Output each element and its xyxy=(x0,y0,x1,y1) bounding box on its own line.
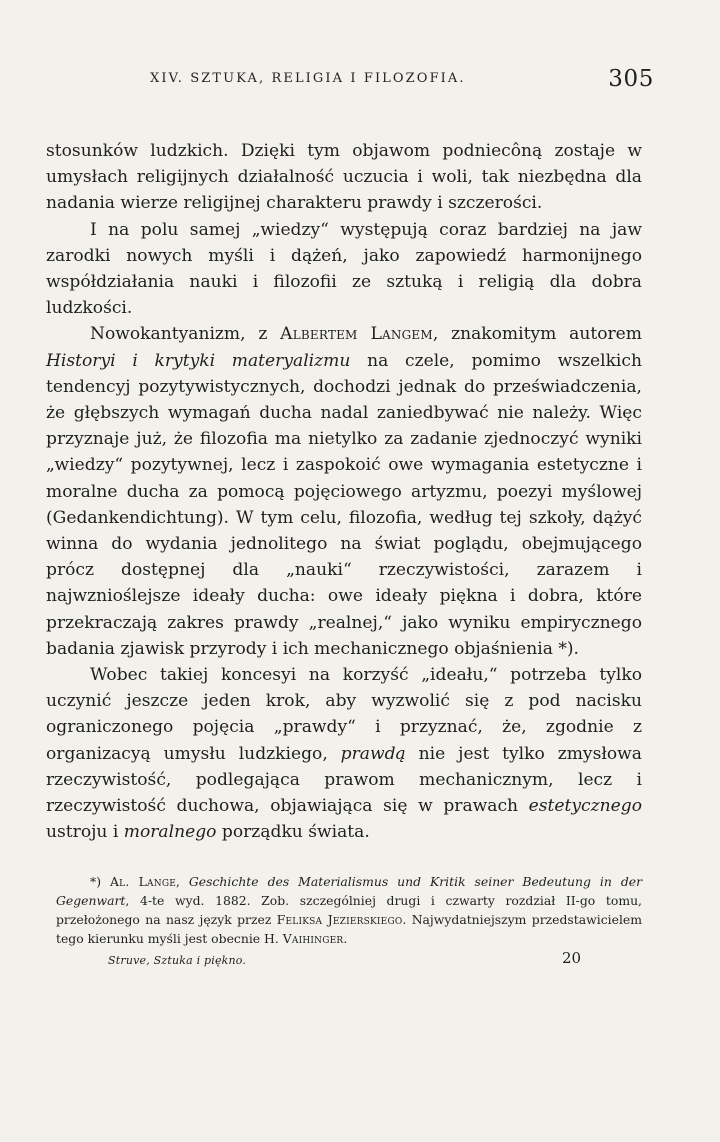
footnote-paragraph xyxy=(56,872,642,948)
running-head xyxy=(46,66,654,102)
footnote-text-c: . Najwydatniejszym przedstawicielem tego kierunku myśli jest obecnie H. xyxy=(56,912,643,947)
book-title-italic: Historyi i krytyki materyalizmu xyxy=(46,350,351,371)
paragraph-1-text: stosunków ludzkich. Dzięki tym objawom podniecôną zostaje w umysłach religijnych działalność uczucia i woli, tak niezbędna dla nadania wierze religijnej charakteru prawdy i szczerości. xyxy=(46,141,642,214)
italic-moralnego: moralnego xyxy=(123,822,217,843)
signature-mark: Struve, Sztuka i piękno. xyxy=(108,954,247,968)
footnote xyxy=(56,872,642,948)
paragraph-3 xyxy=(46,321,642,662)
paragraph-4-text-b: nie jest tylko zmysłowa rzeczywistość, podlegająca prawom mechanicznym, lecz i rzeczywistość duchowa, objawiająca się w prawach xyxy=(46,743,642,817)
paragraph-2 xyxy=(46,217,642,322)
paragraph-2-text: I na polu samej „wiedzy“ występują coraz bardziej na jaw zarodki nowych myśli i dążeń, jako zapowiedź harmonijnego współdziałania nauki i filozofii ze sztuką i religią dla dobra ludzkości. xyxy=(46,219,642,319)
footnote-book-title: Geschichte des Materialismus und Kritik seiner Bedeutung in der Gegenwart xyxy=(56,874,643,909)
paragraph-4 xyxy=(46,662,642,845)
paragraph-3-text-a: Nowokantyanizm, z xyxy=(90,324,281,345)
paragraph-4-text-d: porządku świata. xyxy=(216,822,370,843)
page-number: 305 xyxy=(608,66,654,92)
footnote-marker: *) xyxy=(90,874,110,890)
footnote-text-b: , 4-te wyd. 1882. Zob. szczególniej drugi i czwarty rozdział II-go tomu, przełożonego na nasz język przez xyxy=(56,893,642,928)
footnote-translator: Feliksa Jezierskiego xyxy=(276,912,403,928)
paragraph-3-text-b: , znakomitym autorem xyxy=(432,324,642,345)
footnote-text-a: , xyxy=(176,874,189,890)
body-text xyxy=(46,138,642,845)
running-title: XIV. SZTUKA, RELIGIA I FILOZOFIA. xyxy=(150,71,466,86)
paragraph-1 xyxy=(46,138,642,217)
paragraph-3-text-c: na czele, pomimo wszelkich tendencyj pozytywistycznych, dochodzi jednak do przeświadczenia, że głębszych wymagań ducha nadal zaniedbywać nie należy. Więc przyznaje już, że filozofia ma nietylko za zadanie zjednoczyć wyniki „wiedzy“ pozytywnej, lecz i zaspokoić owe wymagania estetyczne i moralne ducha za pomocą pojęciowego artyzmu, poezyi myślowej (Gedankendichtung). W tym celu, filozofia, według tej szkoły, dążyć winna do wydania jednolitego na świat poglądu, obejmującego prócz dostępnej dla „nauki“ rzeczywistości, zarazem i najwznioślejsze ideały ducha: owe ideały piękna i dobra, które przekraczają zakres prawdy „realnej,“ jako wyniku empirycznego badania zjawisk przyrody i ich mechanicznego objaśnienia *). xyxy=(46,350,642,659)
italic-prawda: prawdą xyxy=(340,743,406,764)
footnote-author-lange: Al. Lange xyxy=(110,874,176,890)
signature-number: 20 xyxy=(562,949,582,968)
printer-signature xyxy=(46,948,642,978)
paragraph-4-text-c: ustroju i xyxy=(46,822,124,843)
author-name-lange: Albertem Langem xyxy=(280,324,433,345)
footnote-vaihinger: Vaihinger xyxy=(282,931,344,947)
footnote-text-d: . xyxy=(343,931,348,947)
paragraph-4-text-a: Wobec takiej koncesyi na korzyść „ideału,“ potrzeba tylko uczynić jeszcze jeden krok, aby wyzwolić się z pod nacisku ograniczonego pojęcia „prawdy“ i przyznać, że, zgodnie z organizacyą umysłu ludzkiego, xyxy=(46,665,642,764)
italic-estetycznego: estetycznego xyxy=(528,796,642,817)
